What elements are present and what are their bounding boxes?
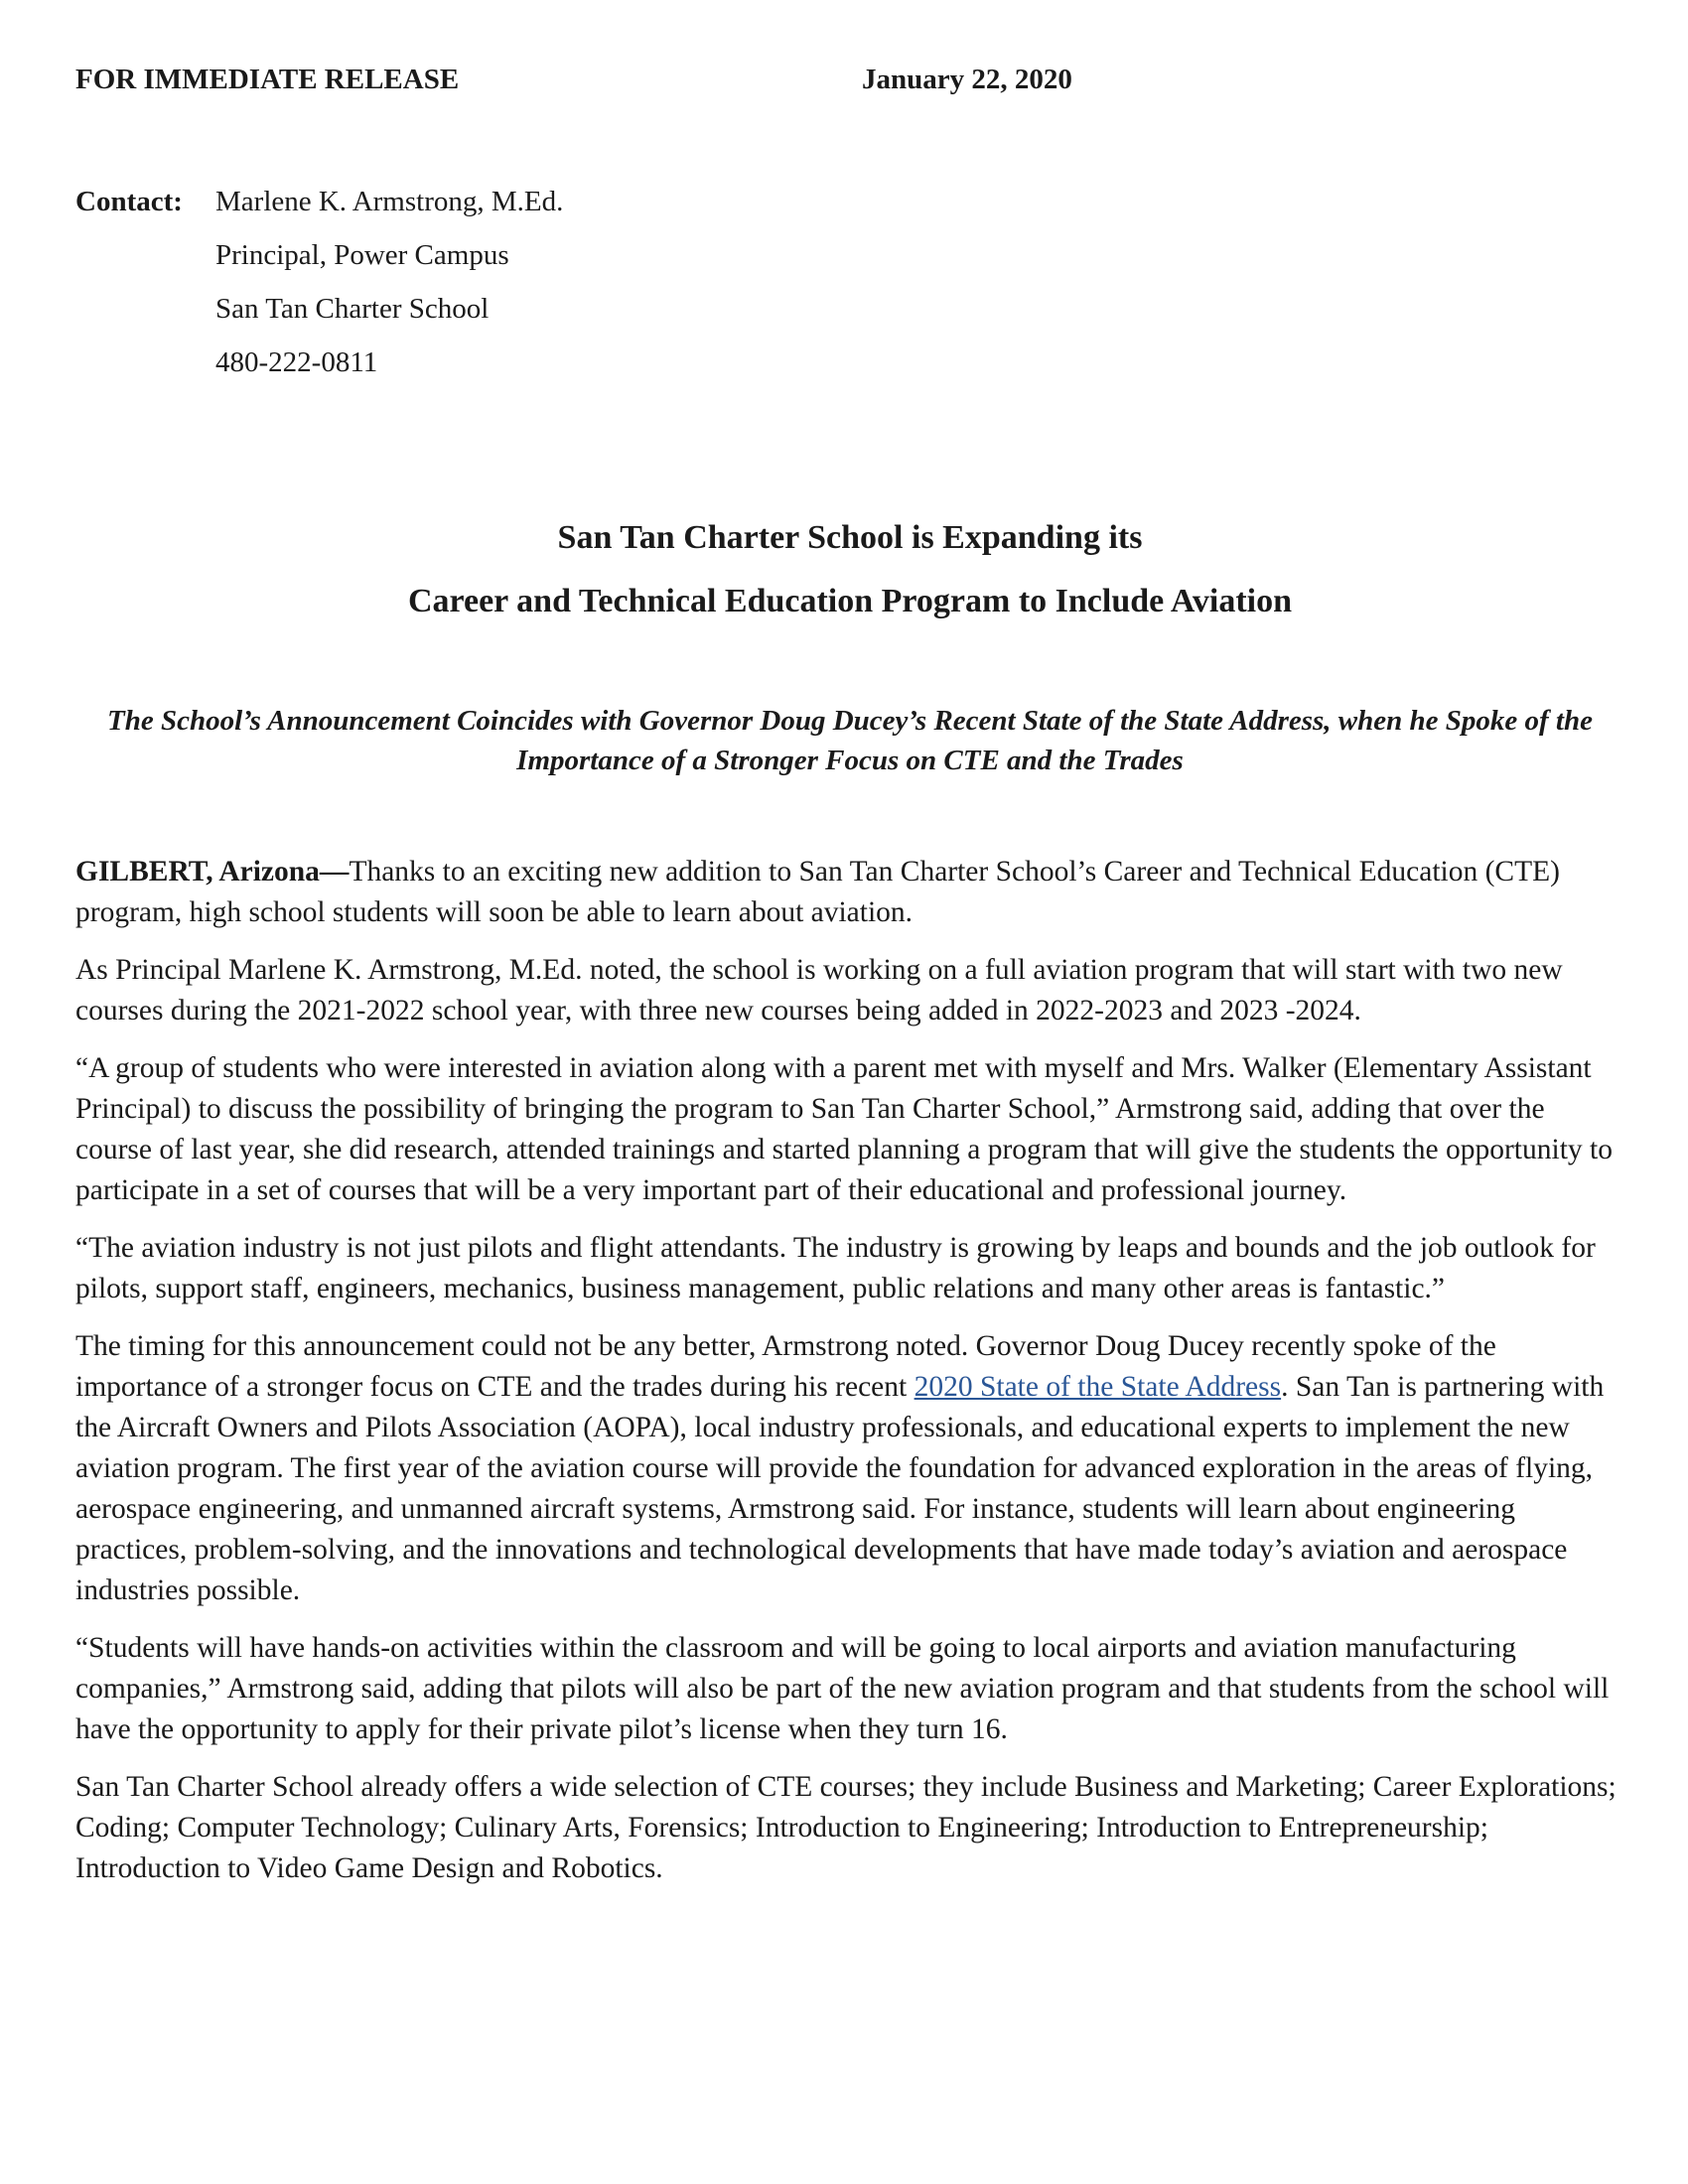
contact-name: Marlene K. Armstrong, M.Ed. <box>215 186 564 217</box>
paragraph-5 <box>75 1326 1624 1611</box>
release-date: January 22, 2020 <box>862 64 1072 95</box>
paragraph-1-text: Thanks to an exciting new addition to San Tan Charter School’s Career and Technical Education (CTE) program, high school students will soon be able to learn about aviation. <box>75 856 1560 928</box>
paragraph-4: “The aviation industry is not just pilots and flight attendants. The industry is growing by leaps and bounds and the job outlook for pilots, support staff, engineers, mechanics, business management, public relations and many other areas is fantastic.” <box>75 1232 1596 1304</box>
paragraph-5-text-b: . San Tan is partnering with the Aircraft Owners and Pilots Association (AOPA), local industry professionals, and educational experts to implement the new aviation program. The first year of the aviation course will provide the foundation for advanced exploration in the areas of flying, aerospace engineering, and unmanned aircraft systems, Armstrong said. For instance, students will learn about engineering practices, problem-solving, and the innovations and technological developments that have made today’s aviation and aerospace industries possible. <box>75 1371 1605 1606</box>
paragraph-7: San Tan Charter School already offers a wide selection of CTE courses; they include Business and Marketing; Career Explorations; Coding; Computer Technology; Culinary Arts, Forensics; Introduction to Engineering; Introduction to Entrepreneurship; Introduction to Video Game Design and Robotics. <box>75 1771 1617 1884</box>
contact-organization: San Tan Charter School <box>215 293 490 325</box>
release-header <box>75 64 1624 103</box>
article-body <box>75 852 1624 1906</box>
release-label: FOR IMMEDIATE RELEASE <box>75 64 460 95</box>
headline <box>75 506 1624 633</box>
headline-line-2: Career and Technical Education Program to Include Aviation <box>407 583 1293 619</box>
state-of-the-state-link[interactable]: 2020 State of the State Address <box>914 1371 1282 1403</box>
paragraph-1 <box>75 852 1624 933</box>
paragraph-3: “A group of students who were interested in aviation along with a parent met with myself and Mrs. Walker (Elementary Assistant Principal) to discuss the possibility of bringing the program to San Tan Charter School,” Armstrong said, adding that over the course of last year, she did research, attended trainings and started planning a program that will give the students the opportunity to participate in a set of courses that will be a very important part of their educational and professional journey. <box>75 1052 1613 1206</box>
paragraph-5-text-a: The timing for this announcement could not be any better, Armstrong noted. Governor Doug Ducey recently spoke of the importance of a stronger focus on CTE and the trades during his recent <box>75 1330 1496 1403</box>
dateline: GILBERT, Arizona— <box>75 856 350 887</box>
paragraph-6: “Students will have hands-on activities within the classroom and will be going to local airports and aviation manufacturing companies,” Armstrong said, adding that pilots will also be part of the new aviation program and that students from the school will have the opportunity to apply for their private pilot’s license when they turn 16. <box>75 1632 1610 1745</box>
contact-label: Contact: <box>75 186 183 217</box>
headline-line-1: San Tan Charter School is Expanding its <box>557 519 1143 556</box>
contact-title: Principal, Power Campus <box>215 239 509 271</box>
contact-phone: 480-222-0811 <box>215 346 378 378</box>
subheadline: The School’s Announcement Coincides with Governor Doug Ducey’s Recent State of the State Address, when he Spoke of the Importance of a Stronger Focus on CTE and the Trades <box>107 705 1593 776</box>
paragraph-2: As Principal Marlene K. Armstrong, M.Ed. noted, the school is working on a full aviation program that will start with two new courses during the 2021-2022 school year, with three new courses being added in 2022-2023 and 2023 -2024. <box>75 954 1563 1026</box>
